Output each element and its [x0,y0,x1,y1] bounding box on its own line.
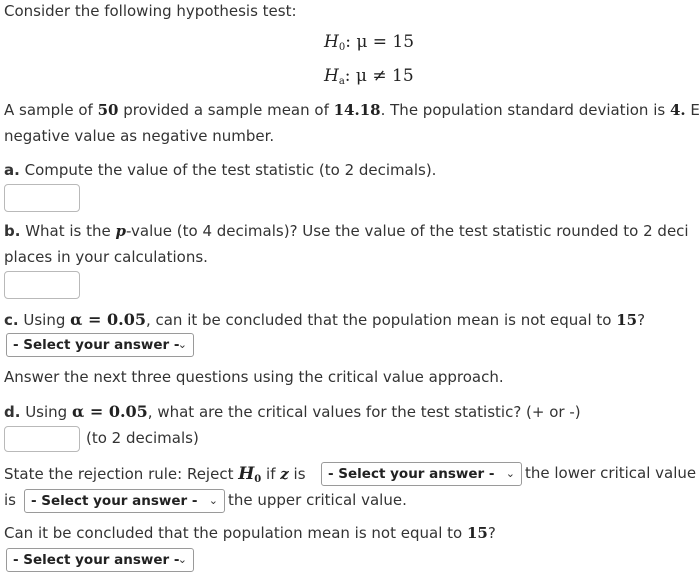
decimals-note: (to 2 decimals) [86,429,199,447]
critical-value-input[interactable] [4,426,80,452]
null-hypothesis: $H_0$: μ = 15 [324,32,415,53]
test-statistic-input[interactable] [4,184,80,212]
chevron-down-icon: ⌄ [208,494,218,507]
sample-description-line2: negative value as negative number. [4,127,275,145]
alternative-hypothesis: $H_a$: μ ≠ 15 [324,66,414,87]
chevron-down-icon: ⌄ [177,553,187,566]
chevron-down-icon: ⌄ [505,467,515,480]
part-c-select[interactable]: - Select your answer - ⌄ [6,333,194,357]
final-select[interactable]: - Select your answer - ⌄ [6,548,194,572]
chevron-down-icon: ⌄ [177,338,187,351]
part-b-question: b. What is the p-value (to 4 decimals)? Use the value of the test statistic rounded to 2 deci [4,222,689,240]
part-d-question: d. Using α = 0.05, what are the critical values for the test statistic? (+ or -) [4,402,581,421]
p-value-input[interactable] [4,271,80,299]
sample-description: A sample of 50 provided a sample mean of 14.18. The population standard deviation is 4. E [4,101,700,119]
part-c-question: c. Using α = 0.05, can it be concluded that the population mean is not equal to 15? [4,310,646,329]
rejection-rule-text: State the rejection rule: Reject $H_0$ if z is [4,464,306,485]
part-b-question-line2: places in your calculations. [4,248,208,266]
final-question: Can it be concluded that the population mean is not equal to 15? [4,524,496,542]
rejection-is-text: is [4,491,16,509]
part-a-question: a. Compute the value of the test statistic (to 2 decimals). [4,161,437,179]
intro-text: Consider the following hypothesis test: [4,2,297,20]
lower-critical-text: the lower critical value [525,464,697,482]
rejection-upper-select[interactable]: - Select your answer - ⌄ [24,489,225,513]
upper-critical-text: the upper critical value. [228,491,407,509]
critical-approach-intro: Answer the next three questions using the critical value approach. [4,368,504,386]
rejection-lower-select[interactable]: - Select your answer - ⌄ [321,462,522,486]
